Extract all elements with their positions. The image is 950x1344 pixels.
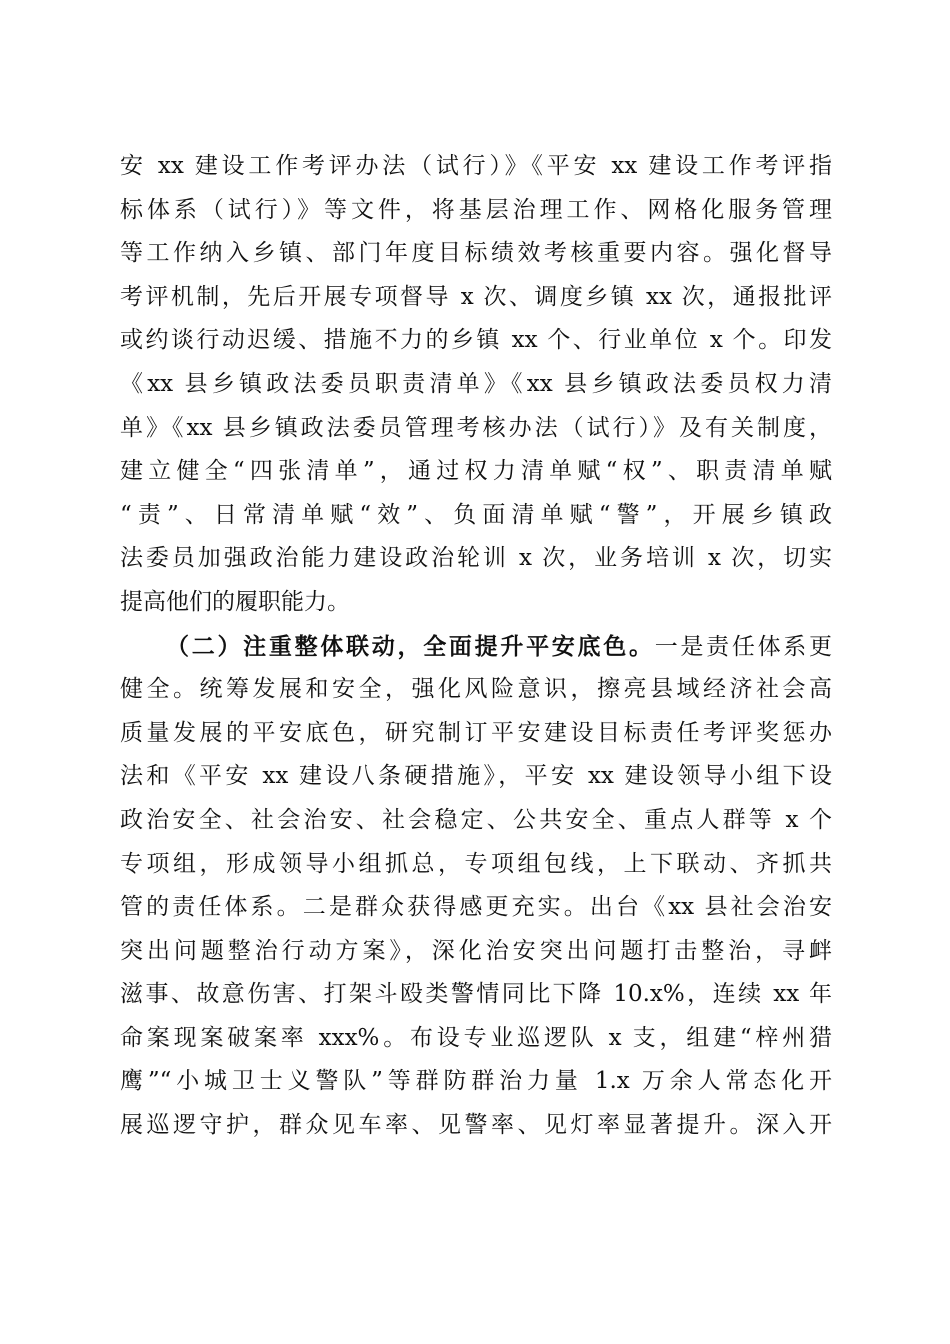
paragraph-1-line: 提高他们的履职能力。 [120, 588, 350, 615]
paragraph-2-line: 健全。统筹发展和安全，强化风险意识，擦亮县域经济社会高 [120, 676, 832, 703]
paragraph-2-line: 鹰”“小城卫士义警队”等群防群治力量 1.x 万余人常态化开 [120, 1068, 832, 1095]
paragraph-1-line: 安 xx 建设工作考评办法（试行）》《平安 xx 建设工作考评指 [120, 153, 832, 179]
paragraph-2-line: 法和《平安 xx 建设八条硬措施》，平安 xx 建设领导小组下设 [120, 763, 832, 790]
paragraph-2-line: 命案现案破案率 xxx%。布设专业巡逻队 x 支，组建“梓州猎 [120, 1024, 832, 1051]
paragraph-1-line: “责”、日常清单赋“效”、负面清单赋“警”，开展乡镇政 [120, 501, 832, 528]
paragraph-2-first-line-text: 一是责任体系更 [654, 633, 833, 660]
section-heading: （二）注重整体联动，全面提升平安底色。 [166, 632, 655, 660]
paragraph-2-first-line [120, 625, 832, 669]
paragraph-1-line: 等工作纳入乡镇、部门年度目标绩效考核重要内容。强化督导 [120, 240, 832, 267]
paragraph-1-line: 《xx 县乡镇政法委员职责清单》《xx 县乡镇政法委员权力清 [120, 370, 832, 397]
paragraph-1-line: 建立健全“四张清单”，通过权力清单赋“权”、职责清单赋 [120, 458, 832, 485]
paragraph-1-line: 法委员加强政治能力建设政治轮训 x 次，业务培训 x 次，切实 [120, 545, 832, 572]
paragraph-1-line: 考评机制，先后开展专项督导 x 次、调度乡镇 xx 次，通报批评 [120, 283, 832, 310]
paragraph-1-line: 或约谈行动迟缓、措施不力的乡镇 xx 个、行业单位 x 个。印发 [120, 327, 832, 354]
paragraph-1-line: 标体系（试行）》等文件，将基层治理工作、网格化服务管理 [120, 196, 832, 223]
document-body [120, 145, 832, 1148]
paragraph-2-line: 突出问题整治行动方案》，深化治安突出问题打击整治，寻衅 [120, 937, 832, 964]
paragraph-2-line: 质量发展的平安底色，研究制订平安建设目标责任考评奖惩办 [120, 719, 832, 746]
paragraph-2-line: 滋事、故意伤害、打架斗殴类警情同比下降 10.x%，连续 xx 年 [120, 981, 832, 1008]
paragraph-1-line: 单》《xx 县乡镇政法委员管理考核办法（试行）》及有关制度， [120, 414, 832, 441]
paragraph-2-line: 管的责任体系。二是群众获得感更充实。出台《xx 县社会治安 [120, 894, 832, 921]
paragraph-2-line: 专项组，形成领导小组抓总，专项组包线，上下联动、齐抓共 [120, 850, 832, 877]
paragraph-2-line: 政治安全、社会治安、社会稳定、公共安全、重点人群等 x 个 [120, 806, 832, 833]
paragraph-2-line: 展巡逻守护，群众见车率、见警率、见灯率显著提升。深入开 [120, 1112, 832, 1139]
